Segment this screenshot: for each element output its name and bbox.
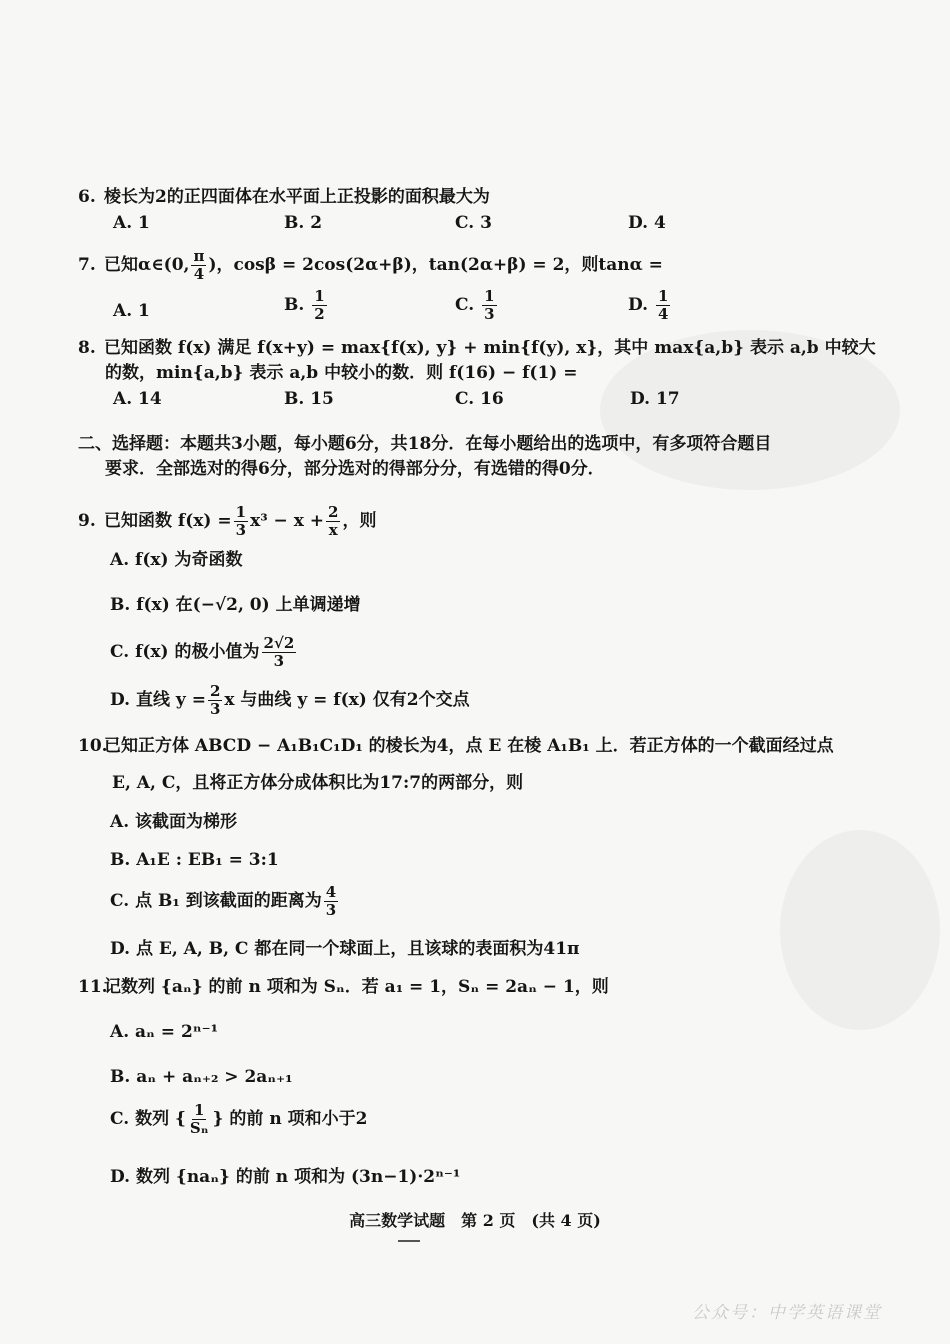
option-a: A. 1 bbox=[113, 301, 150, 321]
question-number: 8. bbox=[78, 338, 96, 358]
fraction-numerator: 1 bbox=[235, 503, 247, 521]
fraction bbox=[656, 288, 670, 323]
option-a: A. f(x) 为奇函数 bbox=[110, 550, 243, 570]
fraction-denominator: x bbox=[328, 521, 338, 539]
fraction-denominator: Sₙ bbox=[189, 1119, 209, 1137]
option-text: D. 直线 y = bbox=[110, 690, 206, 710]
option-b: B. 2 bbox=[284, 213, 323, 233]
fraction bbox=[324, 884, 338, 919]
option-d: D. 点 E, A, B, C 都在同一个球面上，且该球的表面积为41π bbox=[110, 939, 580, 959]
option-text: } 的前 n 项和小于2 bbox=[212, 1109, 368, 1129]
option-a: A. aₙ = 2ⁿ⁻¹ bbox=[110, 1022, 219, 1042]
option-d bbox=[628, 288, 672, 323]
option-a: A. 该截面为梯形 bbox=[110, 812, 238, 832]
question-number: 11. bbox=[78, 977, 108, 997]
fraction-numerator: 2 bbox=[328, 503, 339, 521]
fraction-numerator: 1 bbox=[484, 287, 495, 305]
fraction-numerator: 2 bbox=[209, 682, 221, 700]
question-6 bbox=[78, 186, 490, 208]
question-number: 9. bbox=[78, 511, 96, 531]
option-c bbox=[455, 288, 499, 323]
section-heading: 二、选择题：本题共3小题，每小题6分，共18分．在每小题给出的选项中，有多项符合题目 bbox=[78, 434, 772, 454]
option-b: B. aₙ + aₙ₊₂ > 2aₙ₊₁ bbox=[110, 1067, 293, 1087]
option-d: D. 17 bbox=[630, 389, 680, 409]
fraction-numerator: 1 bbox=[314, 287, 325, 305]
watermark: 公众号：中学英语课堂 bbox=[692, 1303, 882, 1323]
question-stem-line: 已知函数 f(x) 满足 f(x+y) = max{f(x), y} + min{f(y), x}，其中 max{a,b} 表示 a,b 中较大 bbox=[104, 338, 876, 358]
fraction-numerator: 1 bbox=[194, 1101, 205, 1119]
fraction bbox=[234, 504, 248, 539]
fraction-denominator: 2 bbox=[314, 305, 325, 323]
fraction bbox=[188, 1102, 211, 1137]
option-d bbox=[110, 683, 470, 718]
question-stem-part: 已知α∈(0, bbox=[104, 255, 190, 275]
option-a: A. 1 bbox=[113, 213, 150, 233]
option-text: x 与曲线 y = f(x) 仅有2个交点 bbox=[224, 690, 470, 710]
question-stem-part: )，cosβ = 2cos(2α+β)，tan(2α+β) = 2，则tanα = bbox=[208, 255, 663, 275]
option-b: B. 15 bbox=[284, 389, 334, 409]
fraction-denominator: 4 bbox=[657, 305, 669, 323]
option-c: C. 3 bbox=[455, 213, 492, 233]
page-footer: 高三数学试题 第 2 页 (共 4 页) bbox=[349, 1211, 601, 1230]
option-c bbox=[110, 884, 340, 919]
scan-smudge bbox=[780, 830, 940, 1030]
option-text: C. 数列 { bbox=[110, 1109, 186, 1129]
fraction-denominator: 4 bbox=[193, 265, 205, 283]
fraction-numerator: 2√2 bbox=[263, 634, 295, 652]
fraction bbox=[312, 288, 326, 323]
option-c: C. 16 bbox=[455, 389, 504, 409]
section-instructions: 要求．全部选对的得6分，部分选对的得部分分，有选错的得0分． bbox=[105, 459, 605, 479]
question-stem-line: 已知正方体 ABCD − A₁B₁C₁D₁ 的棱长为4，点 E 在棱 A₁B₁ 上．若正方体的一个截面经过点 bbox=[104, 736, 834, 756]
fraction-denominator: 3 bbox=[484, 305, 495, 323]
fraction-denominator: 3 bbox=[235, 521, 247, 539]
option-label: B. bbox=[284, 295, 305, 315]
option-b bbox=[284, 288, 329, 323]
question-stem-line: E, A, C，且将正方体分成体积比为17:7的两部分，则 bbox=[112, 773, 524, 793]
question-stem: 棱长为2的正四面体在水平面上正投影的面积最大为 bbox=[104, 187, 490, 207]
question-number: 6. bbox=[78, 187, 96, 207]
question-stem-part: x³ − x + bbox=[250, 511, 325, 531]
fraction bbox=[482, 288, 496, 323]
question-stem-part: ，则 bbox=[342, 511, 377, 531]
fraction bbox=[262, 635, 297, 670]
fraction-numerator: 4 bbox=[325, 883, 337, 901]
option-text: C. f(x) 的极小值为 bbox=[110, 642, 260, 662]
option-b: B. A₁E : EB₁ = 3:1 bbox=[110, 850, 279, 870]
option-label: C. bbox=[455, 295, 475, 315]
question-11 bbox=[78, 976, 609, 998]
fraction bbox=[208, 683, 222, 718]
option-text: C. 点 B₁ 到该截面的距离为 bbox=[110, 891, 322, 911]
fraction bbox=[326, 504, 340, 539]
option-d: D. 数列 {naₙ} 的前 n 项和为 (3n−1)·2ⁿ⁻¹ bbox=[110, 1167, 461, 1187]
question-10 bbox=[78, 735, 834, 757]
fraction bbox=[191, 248, 206, 283]
footer-divider bbox=[398, 1240, 420, 1242]
fraction-numerator: 1 bbox=[657, 287, 669, 305]
option-label: D. bbox=[628, 295, 649, 315]
question-7 bbox=[78, 248, 663, 283]
option-b: B. f(x) 在(−√2, 0) 上单调递增 bbox=[110, 595, 361, 615]
question-stem-part: 已知函数 f(x) = bbox=[104, 511, 232, 531]
option-d: D. 4 bbox=[628, 213, 666, 233]
question-number: 7. bbox=[78, 255, 96, 275]
question-stem-line: 的数，min{a,b} 表示 a,b 中较小的数．则 f(16) − f(1) = bbox=[105, 363, 578, 383]
option-c bbox=[110, 635, 298, 670]
question-number: 10. bbox=[78, 736, 108, 756]
question-8 bbox=[78, 337, 876, 359]
fraction-denominator: 3 bbox=[273, 652, 285, 670]
question-9 bbox=[78, 504, 376, 539]
option-c bbox=[110, 1102, 367, 1137]
question-stem: 记数列 {aₙ} 的前 n 项和为 Sₙ．若 a₁ = 1，Sₙ = 2aₙ − 1，则 bbox=[104, 977, 609, 997]
fraction-denominator: 3 bbox=[325, 901, 337, 919]
fraction-numerator: π bbox=[193, 247, 205, 265]
option-a: A. 14 bbox=[113, 389, 162, 409]
fraction-denominator: 3 bbox=[209, 700, 221, 718]
